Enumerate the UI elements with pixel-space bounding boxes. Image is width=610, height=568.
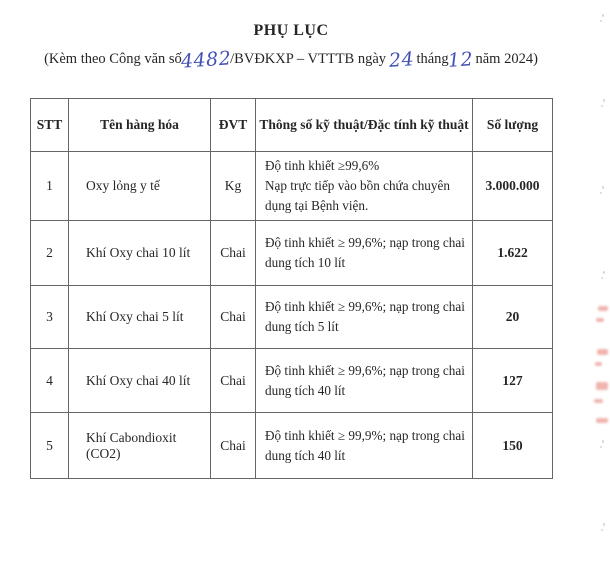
items-table (30, 98, 553, 479)
table-row (31, 286, 553, 349)
document-header (0, 0, 582, 73)
spec-line: Độ tinh khiết ≥99,6% (265, 158, 380, 174)
cell-specs (256, 413, 473, 479)
cell-stt: 3 (31, 286, 69, 349)
subtitle-month-label: tháng (416, 51, 449, 67)
cell-specs (256, 221, 473, 286)
header-specs: Thông số kỹ thuật/Đặc tính kỹ thuật (256, 99, 473, 152)
cell-specs (256, 349, 473, 413)
scan-artifact-red (598, 306, 608, 311)
spec-line: Nạp trực tiếp vào bồn chứa chuyên dụng tại Bệnh viện. (265, 178, 450, 213)
cell-quantity: 20 (473, 286, 553, 349)
cell-quantity: 1.622 (473, 221, 553, 286)
scan-noise-mark (601, 523, 607, 531)
cell-product-name: Khí Oxy chai 40 lít (69, 349, 211, 413)
subtitle-middle: /BVĐKXP – VTTTB ngày (230, 51, 387, 67)
table-row (31, 413, 553, 479)
cell-product-name: Khí Oxy chai 10 lít (69, 221, 211, 286)
cell-stt: 4 (31, 349, 69, 413)
cell-quantity: 127 (473, 349, 553, 413)
table-row (31, 349, 553, 413)
table-row (31, 152, 553, 221)
scan-artifact-red (597, 349, 608, 355)
cell-specs (256, 286, 473, 349)
scan-artifact-red (596, 318, 604, 322)
cell-product-name: Khí Cabondioxit (CO2) (69, 413, 211, 479)
header-stt: STT (31, 99, 69, 152)
cell-specs (256, 152, 473, 221)
spec-line: Độ tinh khiết ≥ 99,6%; nạp trong chai dung tích 10 lít (265, 235, 465, 270)
spec-line: Độ tinh khiết ≥ 99,9%; nạp trong chai dung tích 40 lít (265, 427, 465, 463)
header-quantity: Số lượng (473, 99, 553, 152)
scan-artifact-red (596, 418, 608, 423)
scan-noise-mark (601, 99, 607, 107)
cell-unit: Chai (211, 349, 256, 413)
header-product-name: Tên hàng hóa (69, 99, 211, 152)
scan-artifact-red (594, 399, 603, 403)
cell-product-name: Khí Oxy chai 5 lít (69, 286, 211, 349)
page-title: PHỤ LỤC (253, 22, 329, 39)
subtitle-suffix: năm 2024) (475, 51, 538, 67)
handwritten-month: 12 (446, 48, 474, 72)
subtitle-prefix: (Kèm theo Công văn số (44, 51, 182, 67)
table-header-row (31, 99, 553, 152)
cell-product-name: Oxy lỏng y tế (69, 152, 211, 221)
handwritten-doc-number: 4482 (180, 47, 232, 73)
cell-stt: 2 (31, 221, 69, 286)
document-subtitle (0, 47, 582, 73)
scan-noise-mark (600, 440, 606, 448)
scan-artifact-red (596, 382, 608, 390)
cell-unit: Chai (211, 413, 256, 479)
table-row (31, 221, 553, 286)
scan-noise-mark (600, 14, 606, 22)
cell-unit: Chai (211, 221, 256, 286)
cell-quantity: 3.000.000 (473, 152, 553, 221)
spec-line: Độ tinh khiết ≥ 99,6%; nạp trong chai dung tích 40 lít (265, 362, 465, 398)
handwritten-day: 24 (387, 48, 415, 72)
scan-artifact-red (595, 362, 602, 366)
cell-quantity: 150 (473, 413, 553, 479)
cell-stt: 1 (31, 152, 69, 221)
spec-line: Độ tinh khiết ≥ 99,6%; nạp trong chai dung tích 5 lít (265, 299, 465, 334)
cell-unit: Chai (211, 286, 256, 349)
scan-noise-mark (601, 271, 607, 279)
scan-noise-mark (600, 186, 606, 194)
cell-unit: Kg (211, 152, 256, 221)
header-unit: ĐVT (211, 99, 256, 152)
cell-stt: 5 (31, 413, 69, 479)
